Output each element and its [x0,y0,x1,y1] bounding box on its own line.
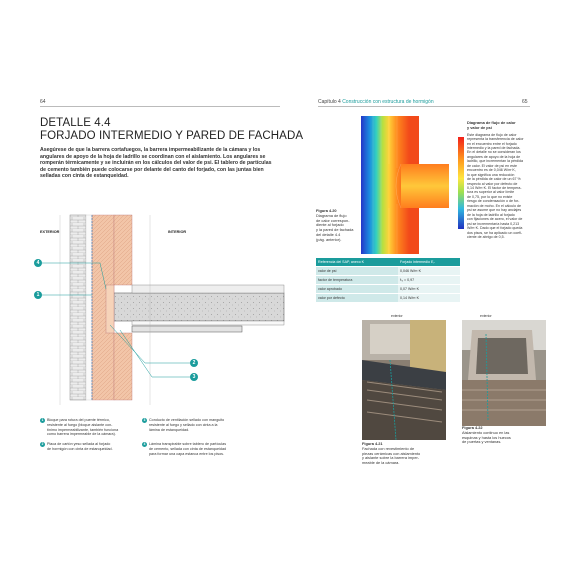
photo-facade-insulation [362,320,446,440]
table-header-cell: Referencia del SAP, anexo K [316,258,398,267]
figure-4-21-caption [362,442,452,466]
legend-line: resistente al fuego (bloque aislante con- [47,422,113,427]
legend-line: Conducto de ventilación sellado con manguito [149,418,225,422]
chapter-header [318,99,434,105]
legend-item-4 [142,442,282,456]
caption-line: de calor correspon- [316,217,350,223]
intro-text [40,147,290,180]
legend-line: tínimo impermeabilizante, también funciona [47,427,119,432]
caption-line: piezas cerámicas con aislamiento [362,450,421,456]
color-scale-bar [458,137,464,229]
sidebar-line: mación de moho. En el cálculo de [467,203,521,208]
caption-line: Aislamiento continuo en las [462,429,510,435]
intro-line: romperán térmicamente y se incluirán en los cálculos del valor de psi. El tablero de partículas [40,160,272,167]
legend-line: como barrera impermeable de la cámara). [47,432,116,437]
caption-line: de puertas y ventanas. [462,439,502,445]
photo-right-tag: exterior [480,314,492,318]
caption-line: meable de la cámara. [362,460,400,466]
table-cell: valor por defecto [316,294,398,303]
figure-4-20-label: Figura 4.20 [316,208,337,213]
intro-line: de cemento también puede colocarse por delante del canto del forjado, con las juntas bien [40,166,264,173]
sidebar-line: de la hoja de ladrillo al forjado [467,212,515,217]
caption-line: (pág. anterior). [316,236,342,242]
sidebar-line: con fijaciones de acero, el valor de [467,217,523,222]
brick-leaf [70,215,86,400]
legend-text [47,418,140,437]
table-cell: 0,07 W/m·K [398,285,460,294]
sidebar-line: de la pérdida de calor de un 67 % [467,177,521,182]
caption-line: del detalle 4.4 [316,231,341,237]
sidebar-line: respecto al valor por defecto de [467,181,518,186]
right-page-number: 65 [522,99,528,105]
intro-line: selladas con cinta de estanqueidad. [40,173,129,180]
sidebar-line: psi se incrementaría hasta 0,213 [467,221,520,226]
sidebar-line: En el detalle no se consideran los [467,150,521,155]
legend-item-2 [40,442,140,452]
heat-flow-diagram [361,116,449,254]
psi-value-table [316,258,460,303]
sidebar-line: riesgo de condensación o de for- [467,199,520,204]
right-header-rule [318,106,530,107]
caption-line: y la pared de fachada [316,227,354,233]
sidebar-line: en el encuentro entre el forjado [467,141,517,146]
caption-line: esquinas y hasta los huecos [462,434,511,440]
table-cell: valor aprobado [316,285,398,294]
figure-4-21-label: Figura 4.21 [362,441,383,446]
legend-line: lámina de estanqueidad. [149,427,190,432]
sidebar-line: psi se asume que no hay anclajes [467,208,522,213]
legend-badge: 4 [143,442,146,446]
legend-item-3 [142,418,282,432]
table-row [316,267,460,276]
table-cell: valor de psi [316,267,398,276]
title-line-1: DETALLE 4.4 [40,117,111,129]
page-title [40,117,303,142]
callout-4: 4 [34,259,42,267]
legend-line: Lámina transpirable sobre tablero de partículas [149,442,227,446]
label-interior: INTERIOR [168,230,187,234]
slab-gradient [401,164,449,208]
legend-item-1 [40,418,140,437]
concrete-slab [114,293,284,321]
table-cell: factor de temperatura [316,276,398,285]
caption-line: Fachada con revestimiento de [362,445,415,451]
legend-line: para formar una capa estanca entre los pisos. [149,451,225,456]
table-header-cell: Forjado intermedio E₇ [398,258,460,267]
sidebar-line: Este diagrama de flujo de calor [467,132,517,137]
caption-line: diente al forjado [316,222,344,228]
callout-3: 3 [190,373,198,381]
table-cell: fₗ₃ = 0,97 [398,276,460,285]
sidebar-line: tura es superior al valor límite [467,190,515,195]
caption-line: Diagrama de flujo [316,212,347,218]
sidebar-line: angulares de apoyo de la hoja de [467,154,521,159]
title-line-2: FORJADO INTERMEDIO Y PARED DE FACHADA [40,129,304,142]
caption-line: y aislante sobre la barrera imper- [362,455,420,461]
legend-line: Placa de cartón yeso sellada al forjado [47,442,111,446]
figure-4-22-label: Figura 4.22 [462,425,483,430]
legend-line: de cemento, sellada con cinta de estanqueidad [149,446,227,451]
sidebar-line: encuentro es de 0,046 W/m·K, [467,168,516,173]
chapter-prefix: Capítulo 4 [318,99,341,105]
table-cell: 0,14 W/m·K [398,294,460,303]
legend-line: Bloque para rotura del puente térmico, [47,418,110,422]
left-header-rule [40,106,280,107]
sidebar-line: de calor. El valor de psi en este [467,163,517,168]
callout-1: 1 [34,291,42,299]
photo-left-tag: exterior [391,314,403,318]
intro-line: angulares de apoyo de la hoja de ladrillo se coordinan con el aislamiento. Los angulares se [40,153,266,160]
figure-4-20-caption [316,209,358,243]
sidebar-line: dos pisos, se ha aplicado un coefi- [467,230,523,235]
table-row [316,276,460,285]
table-cell: 0,046 W/m·K [398,267,460,276]
sidebar-line: intermedio y la pared de fachada. [467,145,521,150]
sidebar-heading-line: Diagrama de flujo de calor [467,120,516,125]
sidebar-body [467,133,533,240]
chapter-title: Construcción con estructura de hormigón [342,99,434,105]
legend-badge: 3 [143,418,146,422]
legend-line: resistente al fuego y sellado con cinta a la [149,422,218,427]
legend-badge: 2 [41,442,44,446]
table-row [316,285,460,294]
sidebar-line: de 0,75, por lo que no existe [467,194,513,199]
construction-detail-drawing [30,205,290,405]
intro-line: Asegúrese de que la barrera cortafuegos, la barrera impermeabilizante de la cámara y los [40,147,261,153]
label-exterior: EXTERIOR [40,230,60,234]
legend-text [47,442,140,452]
callout-2: 2 [190,359,198,367]
legend-badge: 1 [41,418,44,422]
left-page-number: 64 [40,99,46,105]
sidebar-line: ladrillo, que incrementan la pérdida [467,159,523,164]
legend-text [149,418,282,432]
table-row [316,294,460,303]
sidebar-line: 0,14 W/m·K. El factor de tempera- [467,186,522,191]
legend-text [149,442,282,456]
photo-corner-insulation [462,320,546,426]
sidebar-heading-line: y valor de psi [467,124,492,130]
sidebar-heat-flow [467,121,533,239]
table-header-row [316,258,460,267]
legend-line: de hormigón con cinta de estanqueidad. [47,446,113,451]
sidebar-line: ciente de abrigo de 0,5. [467,235,505,240]
sidebar-line: representa la transferencia de calor [467,137,524,142]
sidebar-line: W/m·K. Dado que el forjado queda [467,226,523,231]
figure-4-22-caption [462,426,546,445]
sidebar-line: lo que significa una reducción [467,172,515,177]
